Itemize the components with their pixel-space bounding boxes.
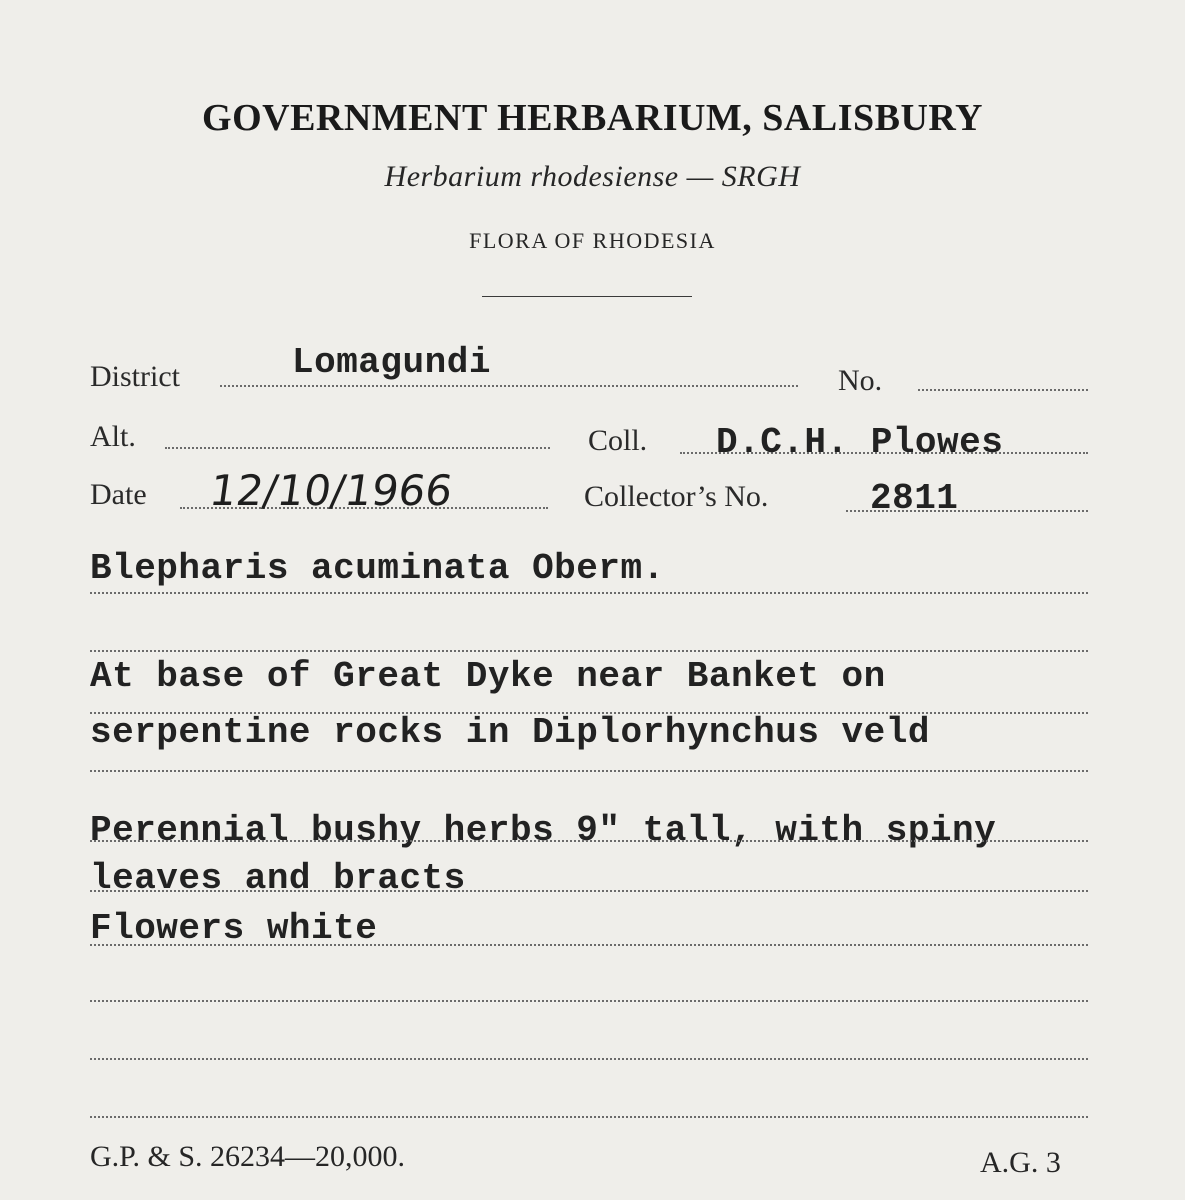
collector-number-value: 2811 [870, 478, 959, 519]
locality-line-1: At base of Great Dyke near Banket on [90, 656, 886, 697]
district-dotted-line [220, 385, 798, 387]
locality-dotted-line-2 [90, 770, 1088, 772]
district-value: Lomagundi [292, 342, 491, 383]
description-dotted-line-1 [90, 840, 1088, 842]
header-divider [482, 296, 692, 297]
description-line-1: Perennial bushy herbs 9" tall, with spiny [90, 810, 997, 851]
institution-subtitle: Herbarium rhodesiense — SRGH [384, 160, 801, 193]
locality-line-2: serpentine rocks in Diplorhynchus veld [90, 712, 930, 753]
blank-dotted-line-1 [90, 650, 1088, 652]
print-reference: G.P. & S. 26234—20,000. [90, 1140, 406, 1173]
collector-label: Coll. [588, 424, 648, 457]
altitude-label: Alt. [90, 420, 136, 453]
collector-value: D.C.H. Plowes [716, 422, 1004, 463]
district-label: District [90, 360, 180, 393]
blank-dotted-line-2 [90, 1000, 1088, 1002]
collector-number-label: Collector’s No. [584, 480, 769, 513]
altitude-dotted-line [165, 447, 550, 449]
blank-dotted-line-4 [90, 1116, 1088, 1118]
number-dotted-line [918, 389, 1088, 391]
description-line-2: leaves and bracts [90, 858, 466, 899]
form-number: A.G. 3 [980, 1146, 1061, 1179]
species-name: Blepharis acuminata Oberm. [90, 548, 665, 589]
blank-dotted-line-3 [90, 1058, 1088, 1060]
description-dotted-line-3 [90, 944, 1088, 946]
description-line-3: Flowers white [90, 908, 378, 949]
institution-title: GOVERNMENT HERBARIUM, SALISBURY [202, 97, 983, 139]
number-label: No. [838, 364, 883, 397]
description-dotted-line-2 [90, 890, 1088, 892]
species-dotted-line [90, 592, 1088, 594]
date-value: 12/10/1966 [206, 466, 456, 515]
date-label: Date [90, 478, 147, 511]
flora-heading: FLORA OF RHODESIA [469, 228, 716, 253]
